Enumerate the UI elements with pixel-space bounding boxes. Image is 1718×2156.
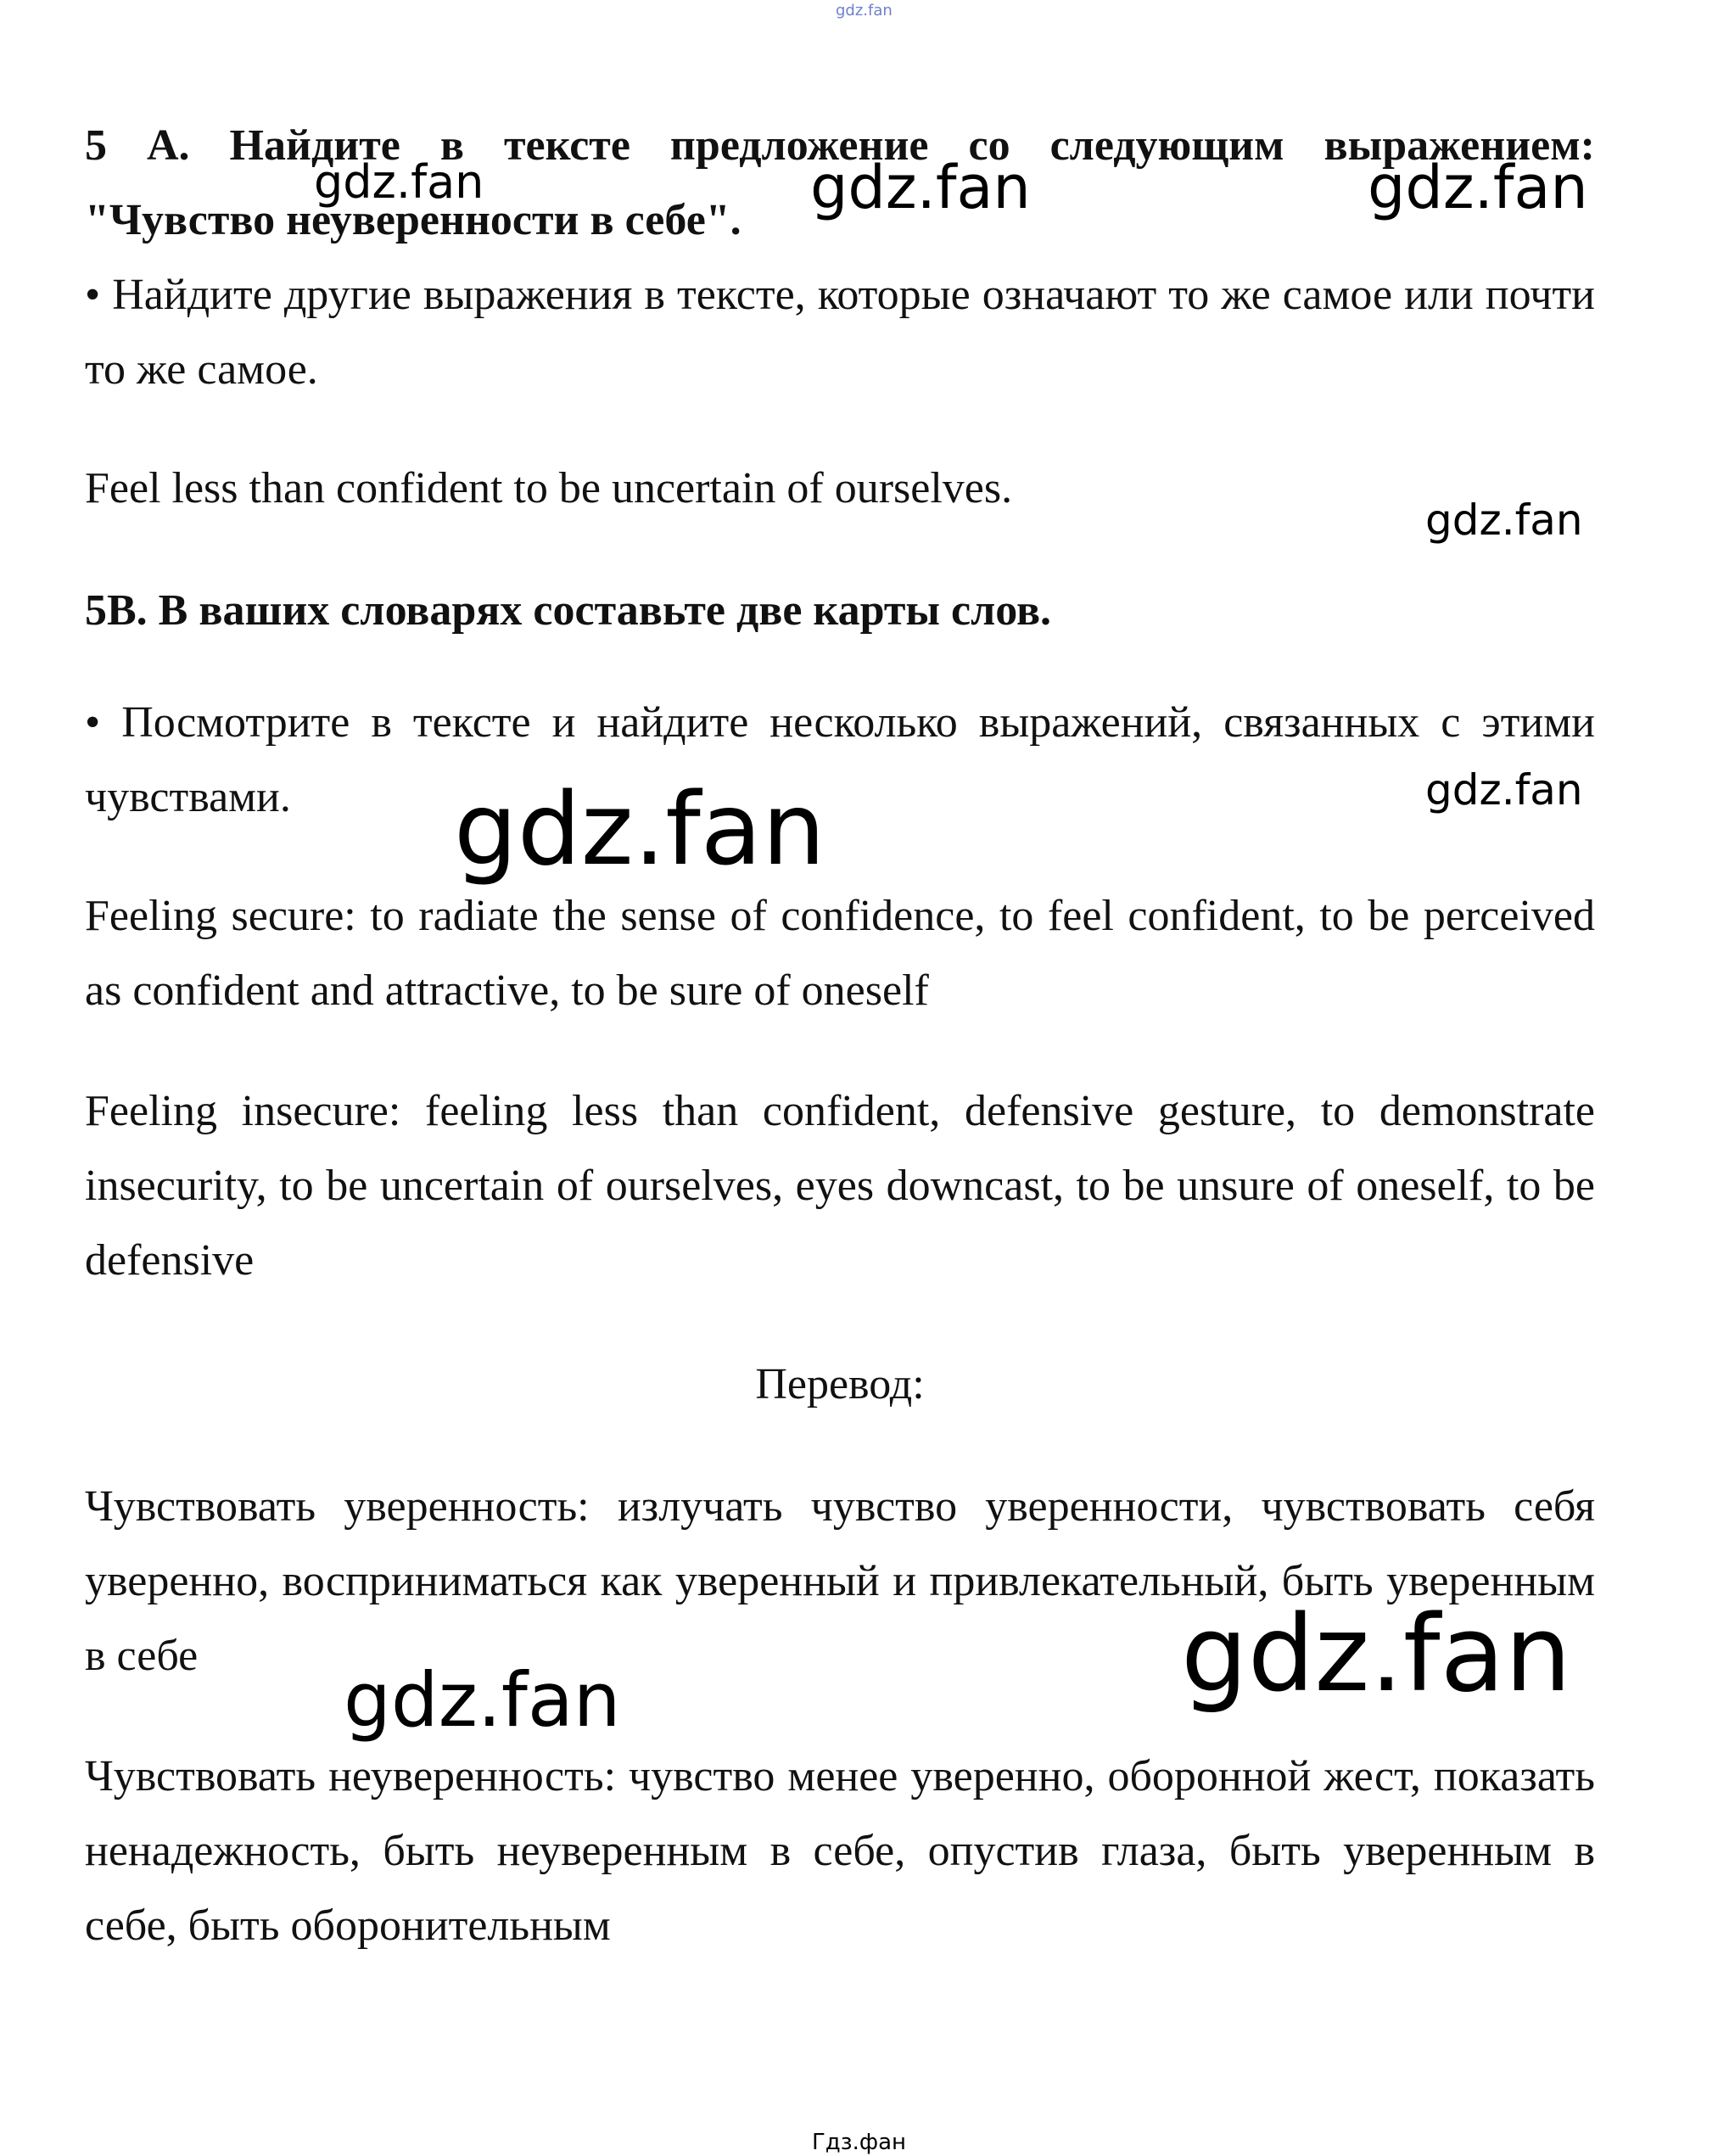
translation-title: Перевод: [755,1360,925,1408]
footer-watermark: Гдз.фан [811,2130,907,2155]
feeling-secure-text: Feeling secure: to radiate the sense of confidence, to feel confident, to be perceived as confident and attractive, to be sure of oneself [85,892,1595,1015]
task5a-answer: Feel less than confident to be uncertain of ourselves. [85,464,1013,512]
watermark-1: gdz.fan [314,155,484,209]
watermark-2: gdz.fan [810,153,1031,222]
task5b-bullet: • Посмотрите в тексте и найдите несколько выражений, связанных с этими чувствами. [85,698,1595,821]
watermark-5: gdz.fan [1425,765,1583,815]
document-page [85,0,1595,2156]
task5b-heading: 5B. В ваших словарях составьте две карты слов. [85,586,1052,635]
translation-secure-text: Чувствовать уверенность: излучать чувство уверенности, чувствовать себя уверенно, восприниматься как уверенный и привлекательный, быть уверенным в себе [85,1482,1595,1680]
watermark-3: gdz.fan [1368,153,1588,222]
watermark-7: gdz.fan [1181,1593,1572,1716]
watermark-4: gdz.fan [1425,496,1583,545]
watermark-8: gdz.fan [344,1656,621,1744]
translation-insecure-text: Чувствовать неуверенность: чувство менее уверенно, оборонной жест, показать ненадежность, быть неуверенным в себе, опустив глаза, быть уверенным в себе, быть оборонительным [85,1752,1595,1950]
feeling-insecure-text: Feeling insecure: feeling less than confident, defensive gesture, to demonstrate insecurity, to be uncertain of ourselves, eyes downcast, to be unsure of oneself, to be defensive [85,1087,1595,1285]
watermark-6: gdz.fan [454,770,825,888]
watermark-top: gdz.fan [836,2,893,20]
task5a-bullet: • Найдите другие выражения в тексте, которые означают то же самое или почти то же самое. [85,271,1595,394]
task5a-heading-line1: 5 А. Найдите в тексте предложение со следующим выражением: [85,121,1595,170]
task5a-heading-line2: "Чувство неуверенности в себе". [85,196,741,244]
